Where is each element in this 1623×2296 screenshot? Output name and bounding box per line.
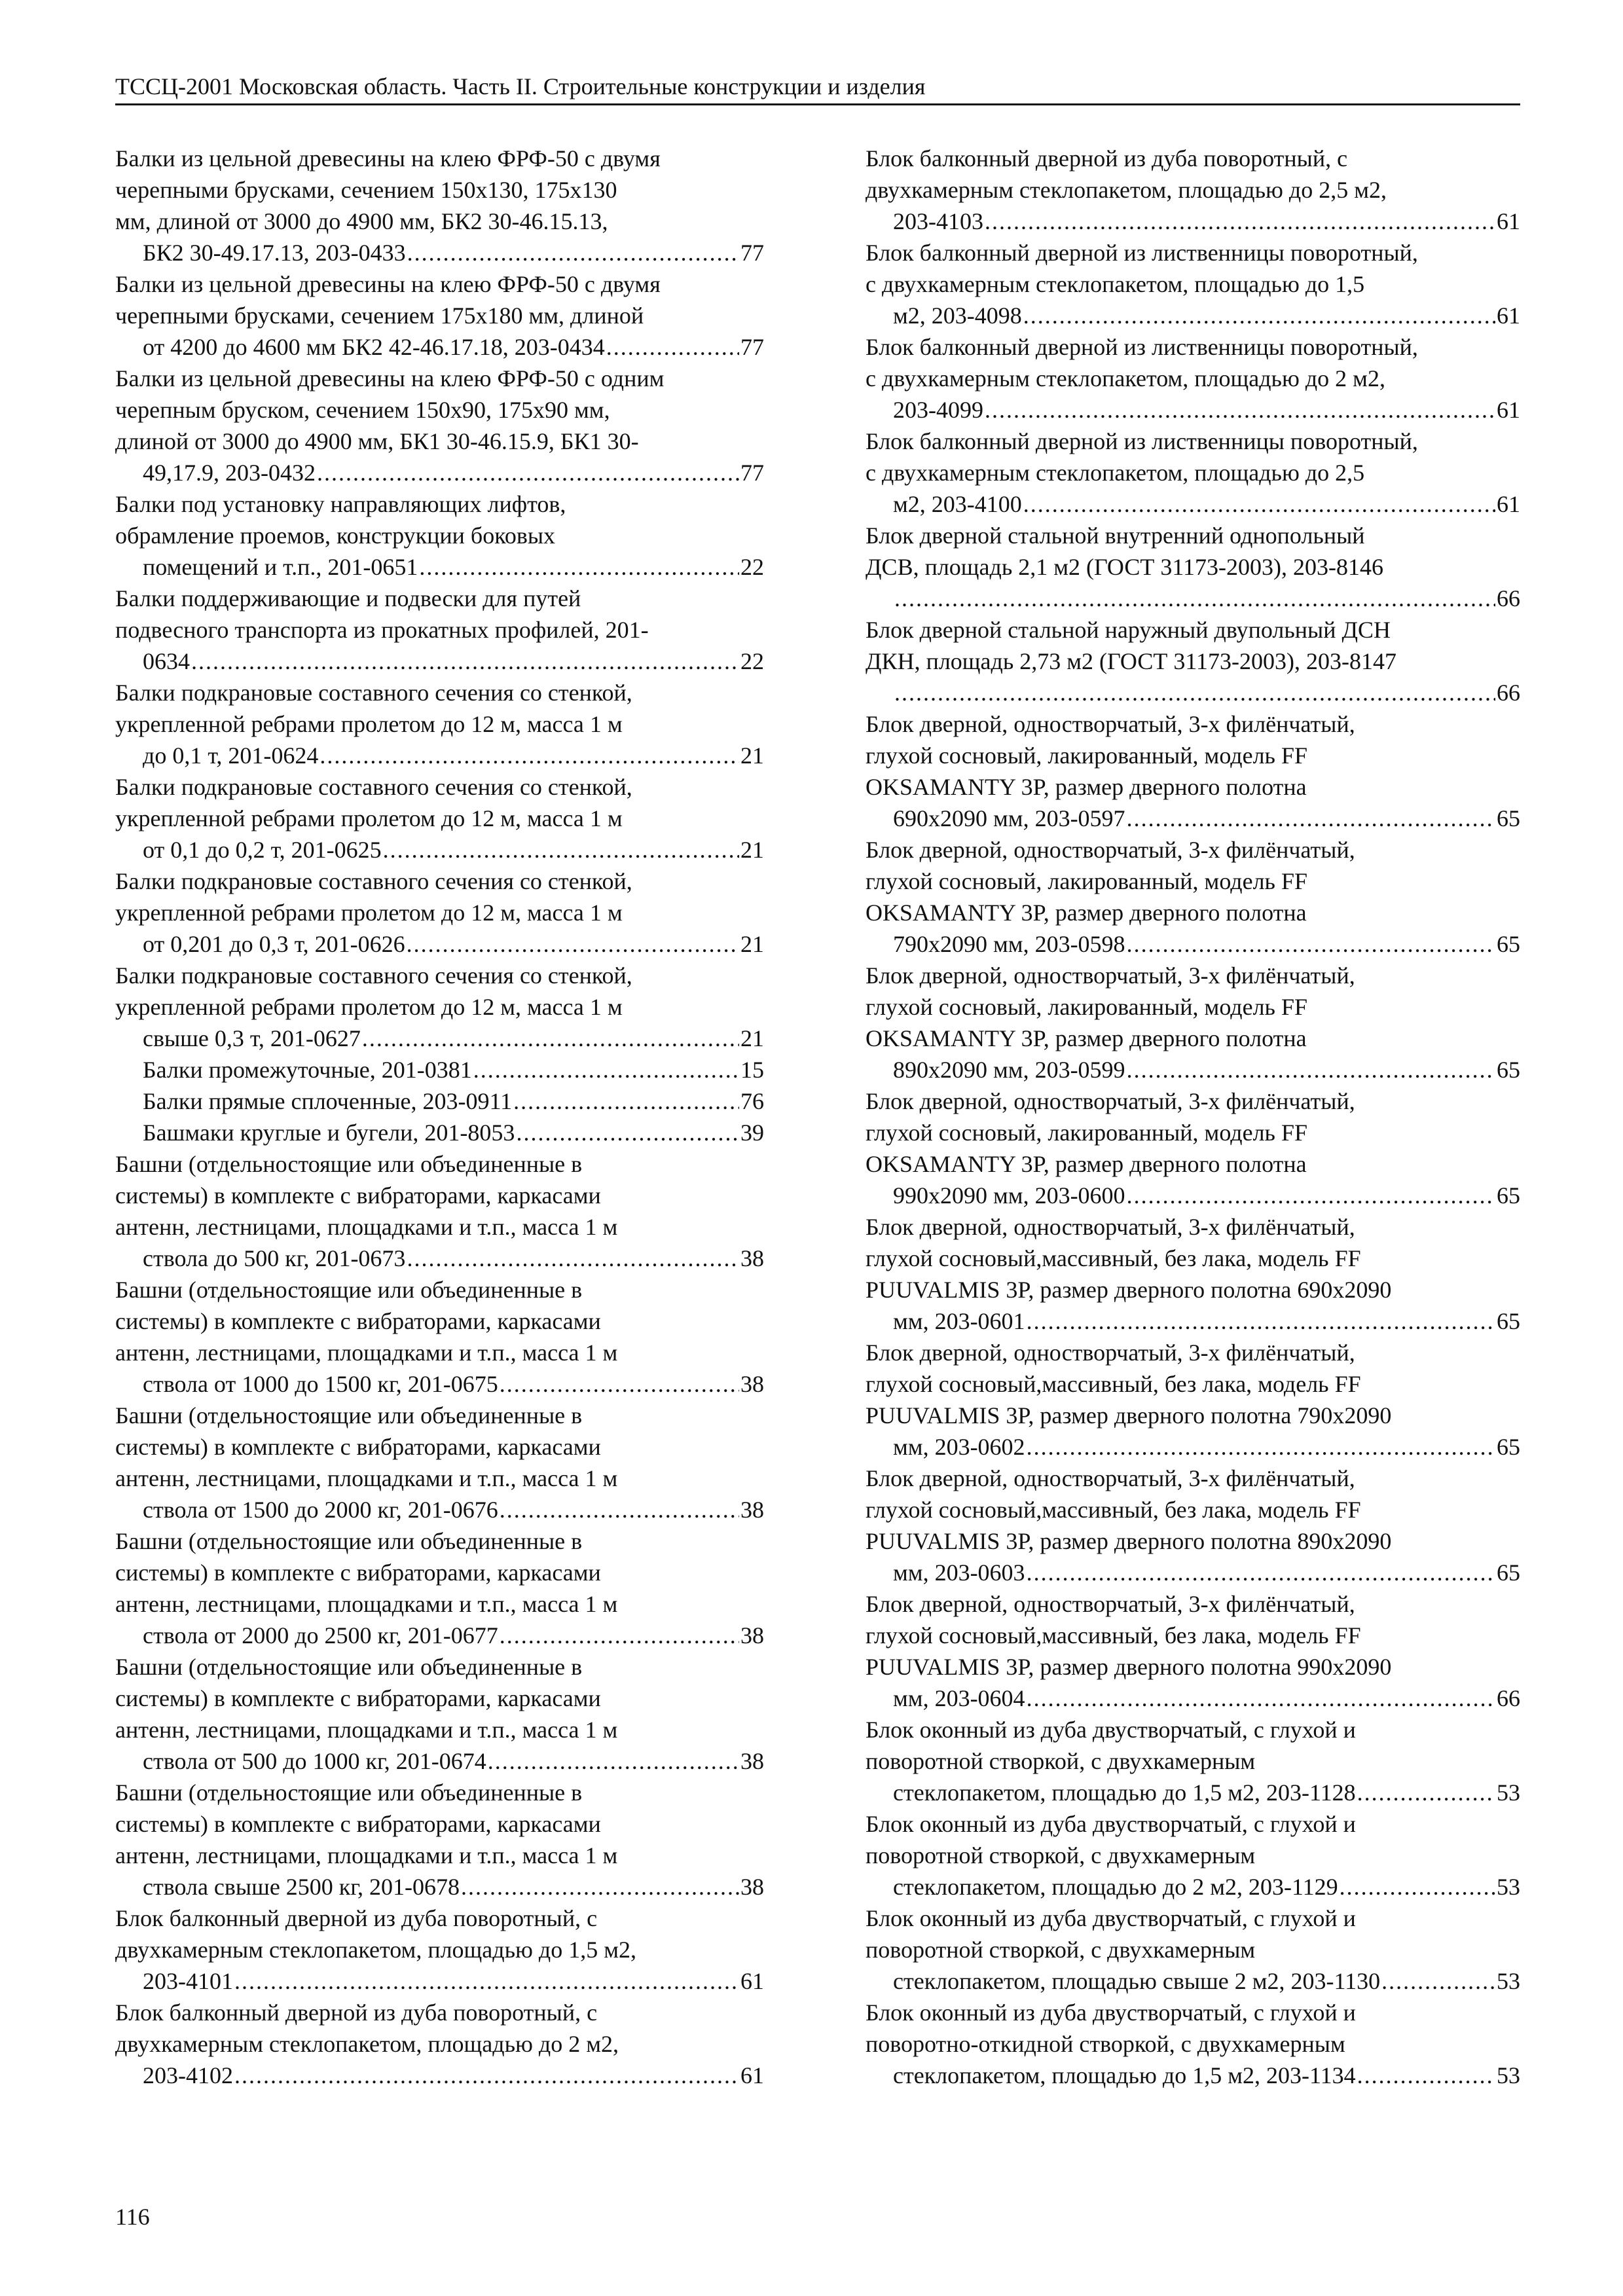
index-entry-line: черепными брусками, сечением 150х130, 175х130 xyxy=(115,177,617,203)
index-entry-page-ref: 38 xyxy=(740,1371,764,1397)
index-entry-line: антенн, лестницами, площадками и т.п., масса 1 м xyxy=(115,1339,618,1366)
dot-leader xyxy=(894,677,1495,708)
index-entry-line: Блок дверной, одностворчатый, 3-х филёнчатый, xyxy=(866,1465,1355,1491)
dot-leader xyxy=(1023,488,1495,520)
dot-leader xyxy=(500,1494,739,1525)
index-entry xyxy=(115,1085,764,1117)
index-entry-leader-line xyxy=(893,394,1520,426)
index-entry-leader-line xyxy=(143,1745,764,1777)
index-entry-line: укрепленной ребрами пролетом до 12 м, масса 1 м xyxy=(115,994,623,1020)
index-entry-line: OKSAMANTY 3P, размер дверного полотна xyxy=(866,1151,1307,1177)
index-entry-line: двухкамерным стеклопакетом, площадью до 2,5 м2, xyxy=(866,177,1387,203)
index-entry-leader-line xyxy=(893,2060,1520,2091)
index-column-right xyxy=(866,143,1520,2091)
index-entry-line: антенн, лестницами, площадками и т.п., масса 1 м xyxy=(115,1465,618,1491)
index-entry-last-line: стеклопакетом, площадью до 1,5 м2, 203-1134 xyxy=(893,2062,1356,2088)
dot-leader xyxy=(234,1965,739,1997)
index-entry-page-ref: 65 xyxy=(1497,1434,1520,1460)
index-entry-line: Блок дверной, одностворчатый, 3-х филёнчатый, xyxy=(866,1591,1355,1617)
index-entry xyxy=(115,1117,764,1148)
index-entry-line: укрепленной ребрами пролетом до 12 м, масса 1 м xyxy=(115,711,623,737)
index-entry-last-line: помещений и т.п., 201-0651 xyxy=(143,554,418,580)
index-entry-leader-line xyxy=(893,1431,1520,1463)
index-entry-line: глухой сосновый, лакированный, модель FF xyxy=(866,868,1308,894)
index-entry-leader-line xyxy=(893,583,1520,614)
dot-leader xyxy=(317,457,739,488)
index-entry xyxy=(115,1148,764,1274)
index-entry-line: с двухкамерным стеклопакетом, площадью до 1,5 xyxy=(866,271,1365,297)
dot-leader xyxy=(191,646,739,677)
index-entry-last-line: 203-4099 xyxy=(893,397,983,423)
index-entry-line: Балки из цельной древесины на клею ФРФ-50 с двумя xyxy=(115,145,661,172)
index-entry xyxy=(115,1651,764,1777)
index-entry xyxy=(866,1085,1520,1211)
index-entry-page-ref: 53 xyxy=(1497,1779,1520,1806)
index-entry-line: Башни (отдельностоящие или объединенные в xyxy=(115,1528,583,1554)
index-entry xyxy=(866,520,1520,614)
index-entry xyxy=(866,1997,1520,2091)
index-entry-line: PUUVALMIS 3P, размер дверного полотна 690х2090 xyxy=(866,1277,1392,1303)
index-entry-leader-line xyxy=(893,1871,1520,1903)
index-entry-last-line: 790х2090 мм, 203-0598 xyxy=(893,931,1125,957)
index-entry-line: системы) в комплекте с вибраторами, каркасами xyxy=(115,1308,601,1334)
index-entry-page-ref: 65 xyxy=(1497,1057,1520,1083)
index-entry-page-ref: 61 xyxy=(740,1968,764,1994)
index-entry-line: с двухкамерным стеклопакетом, площадью до 2 м2, xyxy=(866,365,1385,392)
index-entry-page-ref: 22 xyxy=(740,648,764,674)
index-entry xyxy=(115,1777,764,1903)
index-entry-line: системы) в комплекте с вибраторами, каркасами xyxy=(115,1434,601,1460)
index-entry-leader-line xyxy=(893,488,1520,520)
index-entry xyxy=(115,488,764,583)
index-entry-line: PUUVALMIS 3P, размер дверного полотна 890х2090 xyxy=(866,1528,1392,1554)
index-entry-line: подвесного транспорта из прокатных профилей, 201- xyxy=(115,617,649,643)
index-entry xyxy=(866,1463,1520,1588)
index-entry-line: Блок балконный дверной из лиственницы поворотный, xyxy=(866,334,1418,360)
index-entry-line: Блок балконный дверной из дуба поворотный, с xyxy=(115,1999,598,2026)
running-header: ТССЦ-2001 Московская область. Часть II. Строительные конструкции и изделия xyxy=(115,71,1520,105)
index-entry-page-ref: 15 xyxy=(740,1057,764,1083)
index-entry-line: Балки из цельной древесины на клею ФРФ-50 с двумя xyxy=(115,271,661,297)
dot-leader xyxy=(513,1085,739,1117)
dot-leader xyxy=(407,1243,739,1274)
dot-leader xyxy=(606,331,739,363)
index-entry-page-ref: 61 xyxy=(1497,302,1520,329)
index-entry-leader-line xyxy=(893,1683,1520,1714)
index-entry-last-line: до 0,1 т, 201-0624 xyxy=(143,742,319,769)
index-entry-last-line: стеклопакетом, площадью до 2 м2, 203-1129 xyxy=(893,1874,1338,1900)
index-entry-line: Блок дверной, одностворчатый, 3-х филёнчатый, xyxy=(866,837,1355,863)
index-entry-last-line: Балки промежуточные, 201-0381 xyxy=(143,1057,472,1083)
index-entry-line: глухой сосновый, лакированный, модель FF xyxy=(866,1120,1308,1146)
index-entry-line: глухой сосновый,массивный, без лака, модель FF xyxy=(866,1497,1361,1523)
dot-leader xyxy=(1027,1683,1495,1714)
index-entry xyxy=(866,1903,1520,1997)
index-entry-line: OKSAMANTY 3P, размер дверного полотна xyxy=(866,774,1307,800)
index-entry-page-ref: 38 xyxy=(740,1245,764,1271)
index-entry-page-ref: 77 xyxy=(740,334,764,360)
index-entry-line: Блок дверной, одностворчатый, 3-х филёнчатый, xyxy=(866,1088,1355,1114)
dot-leader xyxy=(516,1117,739,1148)
dot-leader xyxy=(1381,1965,1495,1997)
dot-leader xyxy=(407,237,739,268)
index-entry-page-ref: 66 xyxy=(1497,585,1520,611)
index-entry-line: антенн, лестницами, площадками и т.п., масса 1 м xyxy=(115,1591,618,1617)
dot-leader xyxy=(1127,1180,1495,1211)
index-entry-line: Башни (отдельностоящие или объединенные в xyxy=(115,1277,583,1303)
dot-leader xyxy=(1340,1871,1495,1903)
index-entry-line: поворотной створкой, с двухкамерным xyxy=(866,1842,1256,1868)
index-entry-last-line: Башмаки круглые и бугели, 201-8053 xyxy=(143,1120,515,1146)
index-entry-page-ref: 61 xyxy=(1497,491,1520,517)
index-entry-line: поворотной створкой, с двухкамерным xyxy=(866,1937,1256,1963)
index-entry-line: Блок дверной стальной наружный двупольный ДСН xyxy=(866,617,1391,643)
index-entry-last-line: Балки прямые сплоченные, 203-0911 xyxy=(143,1088,513,1114)
index-entry-last-line: ствола до 500 кг, 201-0673 xyxy=(143,1245,406,1271)
index-entry-page-ref: 39 xyxy=(740,1120,764,1146)
index-entry-line: Балки поддерживающие и подвески для путей xyxy=(115,585,581,611)
index-entry-leader-line xyxy=(143,1965,764,1997)
index-entry-last-line: от 0,201 до 0,3 т, 201-0626 xyxy=(143,931,405,957)
index-entry xyxy=(115,1903,764,1997)
index-entry-line: Балки подкрановые составного сечения со стенкой, xyxy=(115,868,632,894)
index-entry-leader-line xyxy=(893,928,1520,960)
index-entry-line: Блок дверной, одностворчатый, 3-х филёнчатый, xyxy=(866,711,1355,737)
index-entry xyxy=(115,866,764,960)
dot-leader xyxy=(419,551,739,583)
dot-leader xyxy=(1127,803,1495,834)
index-entry-page-ref: 21 xyxy=(740,742,764,769)
dot-leader xyxy=(473,1054,739,1085)
index-entry-leader-line xyxy=(893,1180,1520,1211)
index-entry-page-ref: 65 xyxy=(1497,1559,1520,1586)
index-entry-line: OKSAMANTY 3P, размер дверного полотна xyxy=(866,1025,1307,1051)
index-entry-line: глухой сосновый,массивный, без лака, модель FF xyxy=(866,1622,1361,1649)
index-entry-line: Блок оконный из дуба двустворчатый, с глухой и xyxy=(866,1905,1356,1931)
index-entry-page-ref: 53 xyxy=(1497,1874,1520,1900)
index-entry xyxy=(115,268,764,363)
index-entry-last-line: 203-4103 xyxy=(893,208,983,234)
index-entry-leader-line xyxy=(143,551,764,583)
index-entry-page-ref: 38 xyxy=(740,1748,764,1774)
index-entry-page-ref: 53 xyxy=(1497,1968,1520,1994)
index-entry-line: антенн, лестницами, площадками и т.п., масса 1 м xyxy=(115,1842,618,1868)
index-entry-line: укрепленной ребрами пролетом до 12 м, масса 1 м xyxy=(115,805,623,831)
index-entry xyxy=(115,677,764,771)
dot-leader xyxy=(985,206,1495,237)
dot-leader xyxy=(461,1871,739,1903)
index-entry xyxy=(866,834,1520,960)
index-entry-page-ref: 61 xyxy=(1497,397,1520,423)
dot-leader xyxy=(362,1023,739,1054)
index-entry xyxy=(866,237,1520,331)
index-entry-last-line: 203-4101 xyxy=(143,1968,233,1994)
index-entry-last-line: 890х2090 мм, 203-0599 xyxy=(893,1057,1125,1083)
index-entry-page-ref: 76 xyxy=(740,1088,764,1114)
index-entry-last-line: 0634 xyxy=(143,648,190,674)
index-entry-line: Башни (отдельностоящие или объединенные в xyxy=(115,1402,583,1429)
index-entry-page-ref: 65 xyxy=(1497,931,1520,957)
index-entry-line: глухой сосновый, лакированный, модель FF xyxy=(866,742,1308,769)
dot-leader xyxy=(1357,2060,1495,2091)
index-entry-line: укрепленной ребрами пролетом до 12 м, масса 1 м xyxy=(115,900,623,926)
index-entry-leader-line xyxy=(893,1777,1520,1808)
index-entry xyxy=(866,426,1520,520)
index-entry-line: OKSAMANTY 3P, размер дверного полотна xyxy=(866,900,1307,926)
index-entry-leader-line xyxy=(143,1054,764,1085)
index-entry-line: черепными брусками, сечением 175х180 мм, длиной xyxy=(115,302,644,329)
index-entry-last-line: мм, 203-0603 xyxy=(893,1559,1025,1586)
dot-leader xyxy=(383,834,739,866)
index-entry xyxy=(866,960,1520,1085)
index-entry-leader-line xyxy=(893,803,1520,834)
page-number: 116 xyxy=(115,2204,150,2230)
index-entry-line: Блок оконный из дуба двустворчатый, с глухой и xyxy=(866,1717,1356,1743)
index-entry-line: глухой сосновый, лакированный, модель FF xyxy=(866,994,1308,1020)
index-entry-page-ref: 65 xyxy=(1497,1308,1520,1334)
index-entry-page-ref: 65 xyxy=(1497,1182,1520,1209)
index-entry-last-line: 690х2090 мм, 203-0597 xyxy=(893,805,1125,831)
index-entry-leader-line xyxy=(143,1620,764,1651)
index-entry xyxy=(115,1054,764,1085)
index-entry-last-line: от 4200 до 4600 мм БК2 42-46.17.18, 203-0434 xyxy=(143,334,605,360)
dot-leader xyxy=(1127,1054,1495,1085)
index-entry-last-line: 49,17.9, 203-0432 xyxy=(143,460,316,486)
index-entry xyxy=(115,1274,764,1400)
index-entry xyxy=(866,1714,1520,1808)
index-entry-line: Балки подкрановые составного сечения со стенкой, xyxy=(115,774,632,800)
index-entry xyxy=(115,583,764,677)
index-entry-page-ref: 65 xyxy=(1497,805,1520,831)
index-entry-line: с двухкамерным стеклопакетом, площадью до 2,5 xyxy=(866,460,1365,486)
index-entry-last-line: мм, 203-0601 xyxy=(893,1308,1025,1334)
dot-leader xyxy=(407,928,739,960)
index-entry-line: поворотной створкой, с двухкамерным xyxy=(866,1748,1256,1774)
index-entry-line: Блок балконный дверной из лиственницы поворотный, xyxy=(866,240,1418,266)
index-entry xyxy=(115,1997,764,2091)
index-entry xyxy=(115,143,764,268)
dot-leader xyxy=(500,1620,739,1651)
dot-leader xyxy=(894,583,1495,614)
index-entry-line: ДКН, площадь 2,73 м2 (ГОСТ 31173-2003), 203-8147 xyxy=(866,648,1396,674)
index-entry-line: Балки под установку направляющих лифтов, xyxy=(115,491,566,517)
index-entry xyxy=(115,960,764,1054)
index-entry-page-ref: 77 xyxy=(740,240,764,266)
index-entry-page-ref: 21 xyxy=(740,931,764,957)
index-entry-line: ДСВ, площадь 2,1 м2 (ГОСТ 31173-2003), 203-8146 xyxy=(866,554,1383,580)
index-entry-last-line: стеклопакетом, площадью свыше 2 м2, 203-1130 xyxy=(893,1968,1381,1994)
index-entry-leader-line xyxy=(143,740,764,771)
index-entry-leader-line xyxy=(893,1305,1520,1337)
index-entry-line: PUUVALMIS 3P, размер дверного полотна 790х2090 xyxy=(866,1402,1392,1429)
dot-leader xyxy=(234,2060,739,2091)
index-entry-line: Блок оконный из дуба двустворчатый, с глухой и xyxy=(866,1811,1356,1837)
index-entry-line: Блок оконный из дуба двустворчатый, с глухой и xyxy=(866,1999,1356,2026)
index-entry-line: Башни (отдельностоящие или объединенные в xyxy=(115,1779,583,1806)
index-entry-last-line: БК2 30-49.17.13, 203-0433 xyxy=(143,240,406,266)
dot-leader xyxy=(1357,1777,1495,1808)
index-entry xyxy=(115,1525,764,1651)
index-entry xyxy=(866,708,1520,834)
index-column-left xyxy=(115,143,764,2091)
index-entry-leader-line xyxy=(893,300,1520,331)
index-entry-last-line: 990х2090 мм, 203-0600 xyxy=(893,1182,1125,1209)
index-entry xyxy=(866,1211,1520,1337)
index-entry xyxy=(115,1400,764,1525)
index-entry-last-line: ствола от 2000 до 2500 кг, 201-0677 xyxy=(143,1622,498,1649)
dot-leader xyxy=(488,1745,739,1777)
index-entry-page-ref: 61 xyxy=(740,2062,764,2088)
index-entry-leader-line xyxy=(143,1117,764,1148)
index-entry-line: Блок балконный дверной из дуба поворотный, с xyxy=(115,1905,598,1931)
index-entry-leader-line xyxy=(893,1054,1520,1085)
dot-leader xyxy=(1023,300,1495,331)
index-entry-leader-line xyxy=(143,1494,764,1525)
dot-leader xyxy=(1027,1431,1495,1463)
index-entry xyxy=(866,1337,1520,1463)
dot-leader xyxy=(319,740,739,771)
index-entry-line: глухой сосновый,массивный, без лака, модель FF xyxy=(866,1245,1361,1271)
index-entry-line: системы) в комплекте с вибраторами, каркасами xyxy=(115,1559,601,1586)
index-entry xyxy=(866,1808,1520,1903)
index-entry-last-line: мм, 203-0604 xyxy=(893,1685,1025,1711)
index-entry-page-ref: 38 xyxy=(740,1497,764,1523)
dot-leader xyxy=(1027,1557,1495,1588)
index-entry-line: обрамление проемов, конструкции боковых xyxy=(115,522,556,549)
index-entry-page-ref: 53 xyxy=(1497,2062,1520,2088)
index-entry-line: двухкамерным стеклопакетом, площадью до 2 м2, xyxy=(115,2031,619,2057)
index-entry-leader-line xyxy=(143,834,764,866)
index-entry-leader-line xyxy=(143,1085,764,1117)
index-entry-last-line: мм, 203-0602 xyxy=(893,1434,1025,1460)
index-entry-leader-line xyxy=(143,646,764,677)
index-entry-leader-line xyxy=(893,677,1520,708)
index-entry-last-line: ствола от 1500 до 2000 кг, 201-0676 xyxy=(143,1497,498,1523)
index-entry-last-line: 203-4102 xyxy=(143,2062,233,2088)
dot-leader xyxy=(1027,1305,1495,1337)
index-entry-line: Блок дверной, одностворчатый, 3-х филёнчатый, xyxy=(866,1214,1355,1240)
index-entry-page-ref: 61 xyxy=(1497,208,1520,234)
index-entry-page-ref: 21 xyxy=(740,1025,764,1051)
index-entry-line: глухой сосновый,массивный, без лака, модель FF xyxy=(866,1371,1361,1397)
index-entry-last-line: м2, 203-4100 xyxy=(893,491,1022,517)
index-entry-line: системы) в комплекте с вибраторами, каркасами xyxy=(115,1811,601,1837)
index-entry-page-ref: 38 xyxy=(740,1874,764,1900)
index-entry-line: поворотно-откидной створкой, с двухкамерным xyxy=(866,2031,1345,2057)
index-entry-line: Башни (отдельностоящие или объединенные в xyxy=(115,1654,583,1680)
index-entry xyxy=(866,331,1520,426)
index-entry-line: Блок дверной, одностворчатый, 3-х филёнчатый, xyxy=(866,1339,1355,1366)
index-entry-line: антенн, лестницами, площадками и т.п., масса 1 м xyxy=(115,1214,618,1240)
index-entry-leader-line xyxy=(143,457,764,488)
index-entry xyxy=(115,771,764,866)
index-entry-line: Балки подкрановые составного сечения со стенкой, xyxy=(115,680,632,706)
index-entry xyxy=(866,143,1520,237)
index-entry-line: черепным бруском, сечением 150х90, 175х90 мм, xyxy=(115,397,610,423)
index-entry-leader-line xyxy=(893,1557,1520,1588)
index-entry xyxy=(866,614,1520,708)
index-entry-last-line: м2, 203-4098 xyxy=(893,302,1022,329)
index-entry-last-line: свыше 0,3 т, 201-0627 xyxy=(143,1025,361,1051)
index-entry-page-ref: 22 xyxy=(740,554,764,580)
index-entry-last-line: ствола свыше 2500 кг, 201-0678 xyxy=(143,1874,460,1900)
index-entry-leader-line xyxy=(143,1871,764,1903)
index-entry-line: Блок балконный дверной из дуба поворотный, с xyxy=(866,145,1348,172)
index-entry xyxy=(115,363,764,488)
index-entry-leader-line xyxy=(143,237,764,268)
index-entry-line: системы) в комплекте с вибраторами, каркасами xyxy=(115,1182,601,1209)
index-entry-leader-line xyxy=(143,928,764,960)
index-entry xyxy=(866,1588,1520,1714)
index-entry-last-line: стеклопакетом, площадью до 1,5 м2, 203-1128 xyxy=(893,1779,1356,1806)
index-entry-page-ref: 66 xyxy=(1497,680,1520,706)
dot-leader xyxy=(500,1368,739,1400)
index-entry-page-ref: 38 xyxy=(740,1622,764,1649)
index-entry-leader-line xyxy=(143,331,764,363)
index-entry-last-line: ствола от 1000 до 1500 кг, 201-0675 xyxy=(143,1371,498,1397)
index-entry-leader-line xyxy=(143,1243,764,1274)
index-entry-leader-line xyxy=(893,206,1520,237)
index-entry-page-ref: 77 xyxy=(740,460,764,486)
index-entry-line: длиной от 3000 до 4900 мм, БК1 30-46.15.9, БК1 30- xyxy=(115,428,639,454)
index-entry-line: Балки подкрановые составного сечения со стенкой, xyxy=(115,962,632,989)
dot-leader xyxy=(985,394,1495,426)
index-entry-line: мм, длиной от 3000 до 4900 мм, БК2 30-46.15.13, xyxy=(115,208,608,234)
index-entry-leader-line xyxy=(143,1023,764,1054)
dot-leader xyxy=(1127,928,1495,960)
index-entry-page-ref: 66 xyxy=(1497,1685,1520,1711)
index-entry-last-line: ствола от 500 до 1000 кг, 201-0674 xyxy=(143,1748,486,1774)
index-entry-line: Блок балконный дверной из лиственницы поворотный, xyxy=(866,428,1418,454)
index-entry-page-ref: 21 xyxy=(740,837,764,863)
index-entry-line: PUUVALMIS 3P, размер дверного полотна 990х2090 xyxy=(866,1654,1392,1680)
index-entry-leader-line xyxy=(893,1965,1520,1997)
index-entry-line: системы) в комплекте с вибраторами, каркасами xyxy=(115,1685,601,1711)
index-entry-last-line: от 0,1 до 0,2 т, 201-0625 xyxy=(143,837,382,863)
index-entry-leader-line xyxy=(143,1368,764,1400)
index-entry-line: Блок дверной, одностворчатый, 3-х филёнчатый, xyxy=(866,962,1355,989)
index-entry-line: Блок дверной стальной внутренний однопольный xyxy=(866,522,1365,549)
index-entry-line: антенн, лестницами, площадками и т.п., масса 1 м xyxy=(115,1717,618,1743)
index-entry-line: двухкамерным стеклопакетом, площадью до 1,5 м2, xyxy=(115,1937,636,1963)
index-entry-line: Балки из цельной древесины на клею ФРФ-50 с одним xyxy=(115,365,665,392)
index-entry-leader-line xyxy=(143,2060,764,2091)
index-entry-line: Башни (отдельностоящие или объединенные в xyxy=(115,1151,583,1177)
